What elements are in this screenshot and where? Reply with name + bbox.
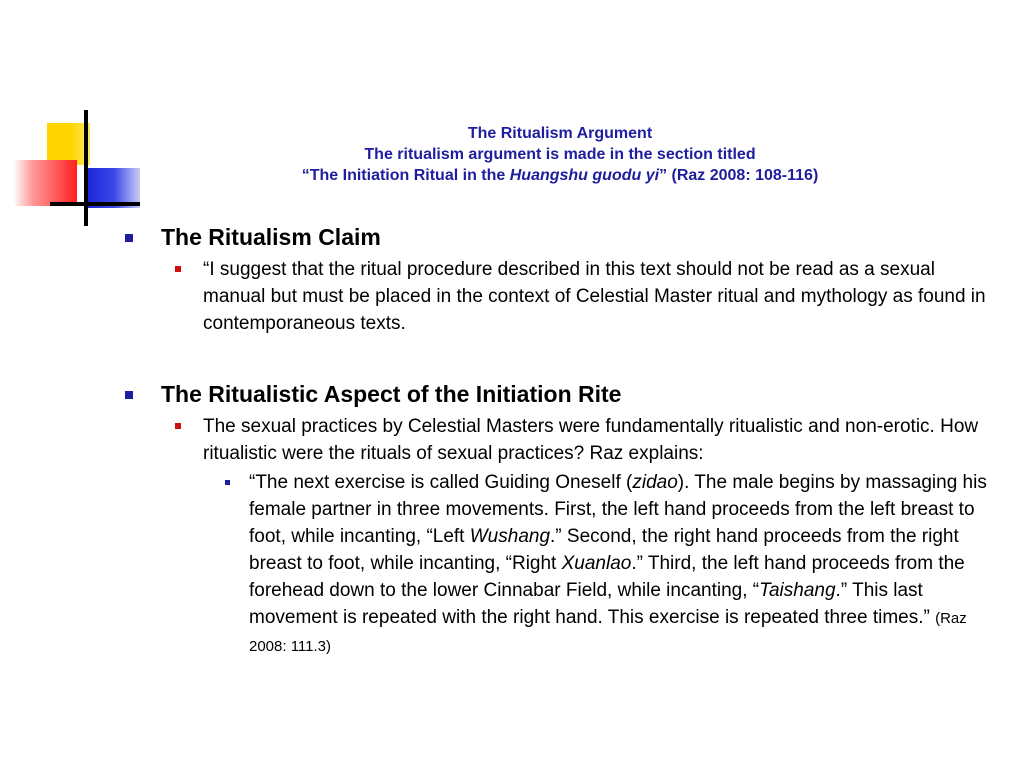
section2-heading: The Ritualistic Aspect of the Initiation Rite: [161, 381, 622, 407]
title-line-2: The ritualism argument is made in the section titled: [364, 146, 756, 163]
slide-title: [160, 123, 960, 186]
title-line-3-suffix: ” (Raz 2008: 108-116): [659, 167, 819, 184]
quote-part-4: .” Third, the left hand proceeds from the forehead down to the lower Cinnabar Field, while incanting, “: [249, 553, 965, 601]
title-line-3: [160, 165, 960, 186]
section1-heading: The Ritualism Claim: [161, 224, 381, 250]
section2-text: The sexual practices by Celestial Masters were fundamentally ritualistic and non-erotic. How ritualistic were the rituals of sexual practices? Raz explains:: [203, 416, 979, 464]
square-bullet-icon: [225, 480, 230, 485]
quote-part-5: .” This last movement is repeated with the right hand. This exercise is repeated three times.”: [249, 580, 936, 628]
vertical-line: [84, 110, 88, 226]
quote-part-2: ). The male begins by massaging his female partner in three movements. First, the left hand proceeds from the left breast to foot, while incanting, “Left: [249, 472, 987, 547]
quote-italic-xuanlao: Xuanlao: [561, 553, 632, 574]
square-bullet-icon: [125, 234, 133, 242]
quote-part-3: .” Second, the right hand proceeds from the right breast to foot, while incanting, “Right: [249, 526, 959, 574]
quote-part-1: “The next exercise is called Guiding Oneself (: [249, 472, 633, 493]
horizontal-line: [50, 202, 140, 206]
red-square: [13, 160, 77, 206]
square-bullet-icon: [175, 423, 181, 429]
sub-bullet-explanation: [120, 413, 1000, 467]
title-line-3-prefix: “The Initiation Ritual in the: [301, 167, 510, 184]
quote-italic-wushang: Wushang: [469, 526, 551, 547]
quote-italic-zidao: zidao: [632, 472, 678, 493]
square-bullet-icon: [175, 266, 181, 272]
bullet-ritualistic-aspect: [120, 377, 1000, 411]
square-bullet-icon: [125, 391, 133, 399]
section1-quote: “I suggest that the ritual procedure described in this text should not be read as a sexual manual but must be placed in the context of Celestial Master ritual and mythology as found in contemporaneous texts.: [203, 259, 986, 334]
sub-sub-bullet-quote: [120, 469, 1000, 660]
slide-body: [120, 220, 1000, 660]
bullet-ritualism-claim: [120, 220, 1000, 254]
decorative-logo: [0, 0, 160, 240]
quote-citation: (Raz 2008: 111.3): [249, 610, 967, 655]
title-line-1: The Ritualism Argument: [467, 125, 653, 142]
quote-text: [249, 472, 987, 656]
quote-italic-taishang: Taishang: [759, 580, 836, 601]
title-line-3-italic: Huangshu guodu yi: [509, 167, 660, 184]
sub-bullet-quote: [120, 256, 1000, 337]
